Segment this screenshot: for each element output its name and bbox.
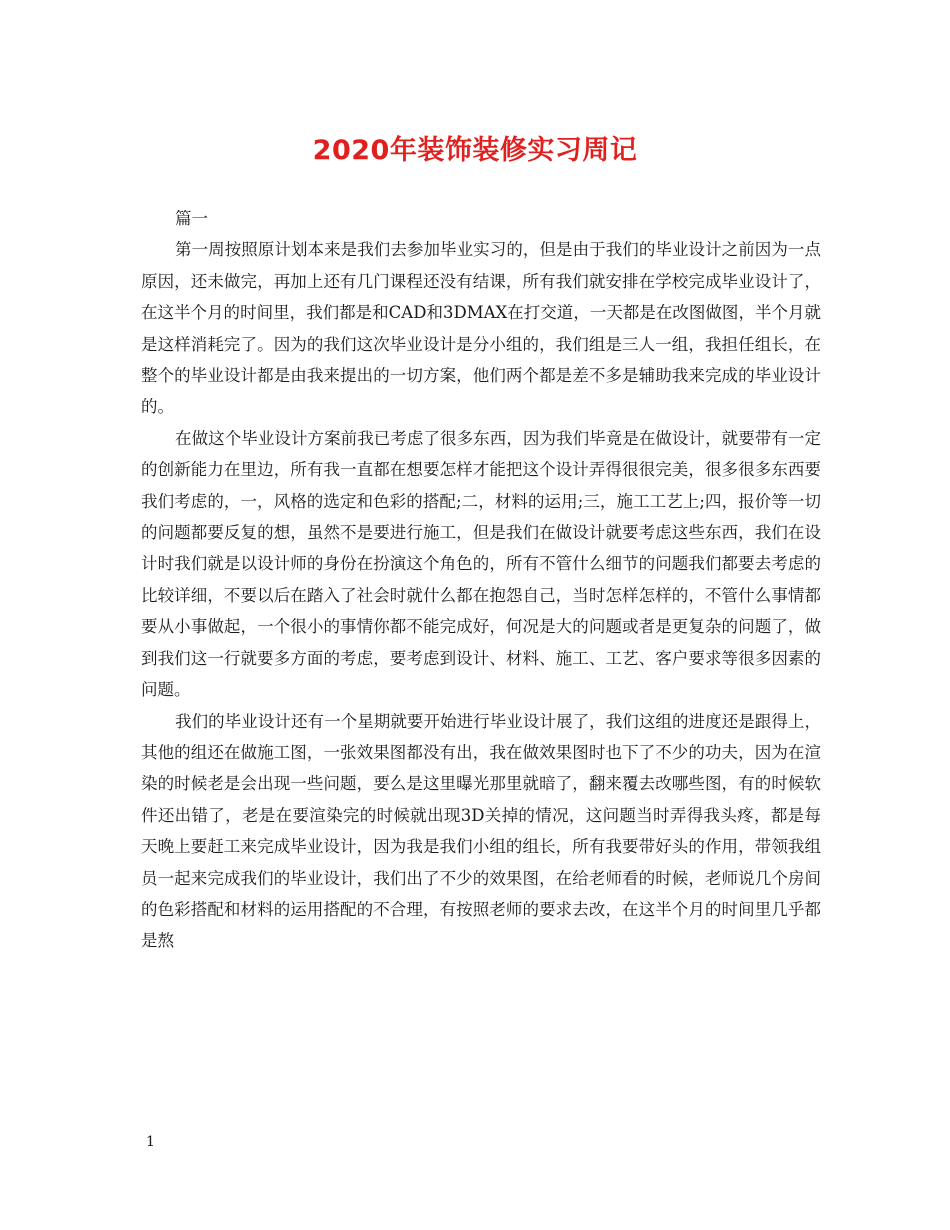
document-body [141, 203, 821, 957]
paragraph-3: 我们的毕业设计还有一个星期就要开始进行毕业设计展了，我们这组的进度还是跟得上，其他的组还在做施工图，一张效果图都没有出，我在做效果图时也下了不少的功夫，因为在渲染的时候老是会出现一些问题，要么是这里曝光那里就暗了，翻来覆去改哪些图，有的时候软件还出错了，老是在要渲染完的时候就出现3D关掉的情况，这问题当时弄得我头疼，都是每天晚上要赶工来完成毕业设计，因为我是我们小组的组长，所有我要带好头的作用，带领我组员一起来完成我们的毕业设计，我们出了不少的效果图，在给老师看的时候，老师说几个房间的色彩搭配和材料的运用搭配的不合理，有按照老师的要求去改，在这半个月的时间里几乎都是熬 [141, 711, 821, 951]
section-label: 篇一 [175, 209, 208, 228]
page-number: 1 [146, 1134, 155, 1150]
paragraph-1: 第一周按照原计划本来是我们去参加毕业实习的，但是由于我们的毕业设计之前因为一点原因，还未做完，再加上还有几门课程还没有结课，所有我们就安排在学校完成毕业设计了，在这半个月的时间里，我们都是和CAD和3DMAX在打交道，一天都是在改图做图，半个月就是这样消耗完了。因为的我们这次毕业设计是分小组的，我们组是三人一组，我担任组长，在整个的毕业设计都是由我来提出的一切方案，他们两个都是差不多是辅助我来完成的毕业设计的。 [141, 240, 821, 417]
document-title: 2020年装饰装修实习周记 [312, 135, 638, 166]
paragraph-2: 在做这个毕业设计方案前我已考虑了很多东西，因为我们毕竟是在做设计，就要带有一定的创新能力在里边，所有我一直都在想要怎样才能把这个设计弄得很很完美，很多很多东西要我们考虑的，一，风格的选定和色彩的搭配;二，材料的运用;三，施工工艺上;四，报价等一切的问题都要反复的想，虽然不是要进行施工，但是我们在做设计就要考虑这些东西，我们在设计时我们就是以设计师的身份在扮演这个角色的，所有不管什么细节的问题我们都要去考虑的比较详细，不要以后在踏入了社会时就什么都在抱怨自己，当时怎样怎样的，不管什么事情都要从小事做起，一个很小的事情你都不能完成好，何况是大的问题或者是更复杂的问题了，做到我们这一行就要多方面的考虑，要考虑到设计、材料、施工、工艺、客户要求等很多因素的问题。 [141, 428, 821, 700]
